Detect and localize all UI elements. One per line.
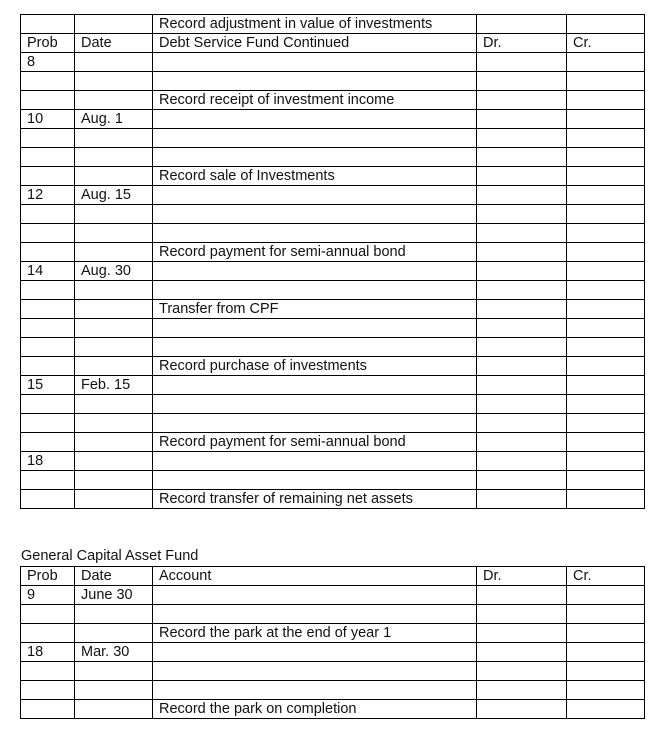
journal-row xyxy=(21,338,645,357)
journal-row xyxy=(21,53,645,72)
credit-cell xyxy=(567,357,645,376)
debit-cell xyxy=(477,319,567,338)
date-cell xyxy=(75,281,153,300)
col-header-date: Date xyxy=(75,34,153,53)
journal-row xyxy=(21,471,645,490)
date-cell xyxy=(75,129,153,148)
date-cell xyxy=(75,414,153,433)
account-cell xyxy=(153,586,477,605)
prob-cell: 8 xyxy=(21,53,75,72)
column-header-row xyxy=(21,34,645,53)
debit-cell xyxy=(477,452,567,471)
date-cell xyxy=(75,452,153,471)
journal-row xyxy=(21,148,645,167)
debit-cell xyxy=(477,490,567,509)
prob-cell xyxy=(21,243,75,262)
date-cell: Feb. 15 xyxy=(75,376,153,395)
debit-cell xyxy=(477,262,567,281)
column-header-row xyxy=(21,567,645,586)
col-header-cr: Cr. xyxy=(567,567,645,586)
credit-cell xyxy=(567,300,645,319)
prob-cell xyxy=(21,167,75,186)
account-cell xyxy=(153,262,477,281)
journal-row xyxy=(21,91,645,110)
credit-cell xyxy=(567,681,645,700)
journal-row xyxy=(21,605,645,624)
date-cell xyxy=(75,205,153,224)
date-cell xyxy=(75,662,153,681)
journal-row xyxy=(21,357,645,376)
debit-cell xyxy=(477,624,567,643)
account-cell xyxy=(153,53,477,72)
journal-row xyxy=(21,586,645,605)
col-header-cr: Cr. xyxy=(567,34,645,53)
journal-row xyxy=(21,452,645,471)
col-header-dr: Dr. xyxy=(477,34,567,53)
credit-cell xyxy=(567,281,645,300)
debit-cell xyxy=(477,395,567,414)
debit-cell xyxy=(477,224,567,243)
journal-row xyxy=(21,243,645,262)
account-cell xyxy=(153,319,477,338)
cell xyxy=(477,15,567,34)
debit-cell xyxy=(477,205,567,224)
credit-cell xyxy=(567,490,645,509)
journal-row xyxy=(21,319,645,338)
prob-cell xyxy=(21,490,75,509)
date-cell xyxy=(75,72,153,91)
date-cell xyxy=(75,338,153,357)
col-header-prob: Prob xyxy=(21,34,75,53)
journal-row xyxy=(21,224,645,243)
credit-cell xyxy=(567,605,645,624)
credit-cell xyxy=(567,643,645,662)
journal-row xyxy=(21,681,645,700)
debit-cell xyxy=(477,414,567,433)
journal-row xyxy=(21,395,645,414)
prob-cell: 14 xyxy=(21,262,75,281)
debit-cell xyxy=(477,129,567,148)
prob-cell: 9 xyxy=(21,586,75,605)
credit-cell xyxy=(567,91,645,110)
account-cell xyxy=(153,395,477,414)
prob-cell xyxy=(21,338,75,357)
debit-cell xyxy=(477,281,567,300)
credit-cell xyxy=(567,148,645,167)
credit-cell xyxy=(567,243,645,262)
journal-row xyxy=(21,205,645,224)
account-cell xyxy=(153,72,477,91)
date-cell: Aug. 30 xyxy=(75,262,153,281)
prob-cell xyxy=(21,414,75,433)
debit-cell xyxy=(477,357,567,376)
debt-service-journal-table xyxy=(20,14,645,509)
debit-cell xyxy=(477,376,567,395)
date-cell xyxy=(75,300,153,319)
credit-cell xyxy=(567,414,645,433)
account-cell xyxy=(153,205,477,224)
col-header-prob: Prob xyxy=(21,567,75,586)
date-cell xyxy=(75,167,153,186)
debit-cell xyxy=(477,53,567,72)
account-cell: Record receipt of investment income xyxy=(153,91,477,110)
credit-cell xyxy=(567,338,645,357)
journal-row xyxy=(21,110,645,129)
account-cell xyxy=(153,110,477,129)
prob-cell xyxy=(21,224,75,243)
date-cell xyxy=(75,490,153,509)
date-cell xyxy=(75,224,153,243)
date-cell: Mar. 30 xyxy=(75,643,153,662)
debit-cell xyxy=(477,243,567,262)
journal-row xyxy=(21,300,645,319)
credit-cell xyxy=(567,186,645,205)
account-cell xyxy=(153,224,477,243)
col-header-account: Debt Service Fund Continued xyxy=(153,34,477,53)
account-cell xyxy=(153,281,477,300)
account-cell xyxy=(153,129,477,148)
prob-cell: 15 xyxy=(21,376,75,395)
prob-cell xyxy=(21,700,75,719)
journal-row xyxy=(21,433,645,452)
debit-cell xyxy=(477,338,567,357)
journal-row xyxy=(21,186,645,205)
date-cell: June 30 xyxy=(75,586,153,605)
account-cell xyxy=(153,148,477,167)
capital-asset-journal-table xyxy=(20,566,645,719)
date-cell xyxy=(75,243,153,262)
credit-cell xyxy=(567,452,645,471)
prob-cell xyxy=(21,662,75,681)
prob-cell: 12 xyxy=(21,186,75,205)
credit-cell xyxy=(567,167,645,186)
date-cell xyxy=(75,624,153,643)
journal-row xyxy=(21,700,645,719)
credit-cell xyxy=(567,224,645,243)
journal-row xyxy=(21,281,645,300)
prob-cell xyxy=(21,605,75,624)
prob-cell xyxy=(21,624,75,643)
journal-row xyxy=(21,262,645,281)
prob-cell xyxy=(21,433,75,452)
prob-cell: 18 xyxy=(21,643,75,662)
date-cell xyxy=(75,433,153,452)
header-top-text: Record adjustment in value of investments xyxy=(153,15,477,34)
credit-cell xyxy=(567,624,645,643)
debit-cell xyxy=(477,700,567,719)
prob-cell xyxy=(21,281,75,300)
debit-cell xyxy=(477,662,567,681)
cell xyxy=(567,15,645,34)
account-cell: Transfer from CPF xyxy=(153,300,477,319)
account-cell: Record payment for semi-annual bond xyxy=(153,243,477,262)
date-cell xyxy=(75,681,153,700)
debit-cell xyxy=(477,471,567,490)
date-cell xyxy=(75,319,153,338)
header-top-row xyxy=(21,15,645,34)
account-cell xyxy=(153,186,477,205)
prob-cell xyxy=(21,300,75,319)
account-cell xyxy=(153,471,477,490)
date-cell: Aug. 15 xyxy=(75,186,153,205)
debit-cell xyxy=(477,72,567,91)
debit-cell xyxy=(477,186,567,205)
prob-cell xyxy=(21,72,75,91)
account-cell: Record the park on completion xyxy=(153,700,477,719)
date-cell xyxy=(75,395,153,414)
col-header-dr: Dr. xyxy=(477,567,567,586)
journal-row xyxy=(21,129,645,148)
journal-row xyxy=(21,643,645,662)
prob-cell: 10 xyxy=(21,110,75,129)
credit-cell xyxy=(567,205,645,224)
date-cell xyxy=(75,700,153,719)
date-cell: Aug. 1 xyxy=(75,110,153,129)
account-cell xyxy=(153,681,477,700)
credit-cell xyxy=(567,262,645,281)
account-cell xyxy=(153,452,477,471)
credit-cell xyxy=(567,586,645,605)
journal-row xyxy=(21,72,645,91)
journal-row xyxy=(21,490,645,509)
journal-row xyxy=(21,167,645,186)
date-cell xyxy=(75,53,153,72)
account-cell xyxy=(153,376,477,395)
date-cell xyxy=(75,357,153,376)
prob-cell xyxy=(21,319,75,338)
credit-cell xyxy=(567,662,645,681)
debit-cell xyxy=(477,148,567,167)
credit-cell xyxy=(567,395,645,414)
credit-cell xyxy=(567,53,645,72)
account-cell: Record sale of Investments xyxy=(153,167,477,186)
debit-cell xyxy=(477,91,567,110)
prob-cell xyxy=(21,91,75,110)
prob-cell xyxy=(21,148,75,167)
date-cell xyxy=(75,148,153,167)
debit-cell xyxy=(477,681,567,700)
date-cell xyxy=(75,91,153,110)
credit-cell xyxy=(567,110,645,129)
credit-cell xyxy=(567,376,645,395)
cell xyxy=(75,15,153,34)
account-cell: Record payment for semi-annual bond xyxy=(153,433,477,452)
credit-cell xyxy=(567,700,645,719)
debit-cell xyxy=(477,433,567,452)
prob-cell xyxy=(21,129,75,148)
credit-cell xyxy=(567,72,645,91)
col-header-date: Date xyxy=(75,567,153,586)
journal-row xyxy=(21,662,645,681)
credit-cell xyxy=(567,319,645,338)
debit-cell xyxy=(477,300,567,319)
account-cell: Record the park at the end of year 1 xyxy=(153,624,477,643)
prob-cell xyxy=(21,681,75,700)
prob-cell xyxy=(21,395,75,414)
prob-cell xyxy=(21,205,75,224)
debit-cell xyxy=(477,586,567,605)
account-cell xyxy=(153,414,477,433)
debit-cell xyxy=(477,643,567,662)
prob-cell xyxy=(21,471,75,490)
debit-cell xyxy=(477,605,567,624)
debit-cell xyxy=(477,110,567,129)
journal-row xyxy=(21,414,645,433)
date-cell xyxy=(75,471,153,490)
cell xyxy=(21,15,75,34)
account-cell xyxy=(153,338,477,357)
account-cell xyxy=(153,605,477,624)
account-cell xyxy=(153,662,477,681)
account-cell: Record purchase of investments xyxy=(153,357,477,376)
account-cell xyxy=(153,643,477,662)
section-title: General Capital Asset Fund xyxy=(21,548,199,564)
journal-row xyxy=(21,624,645,643)
prob-cell xyxy=(21,357,75,376)
account-cell: Record transfer of remaining net assets xyxy=(153,490,477,509)
date-cell xyxy=(75,605,153,624)
credit-cell xyxy=(567,433,645,452)
credit-cell xyxy=(567,471,645,490)
credit-cell xyxy=(567,129,645,148)
debit-cell xyxy=(477,167,567,186)
journal-row xyxy=(21,376,645,395)
prob-cell: 18 xyxy=(21,452,75,471)
col-header-account: Account xyxy=(153,567,477,586)
